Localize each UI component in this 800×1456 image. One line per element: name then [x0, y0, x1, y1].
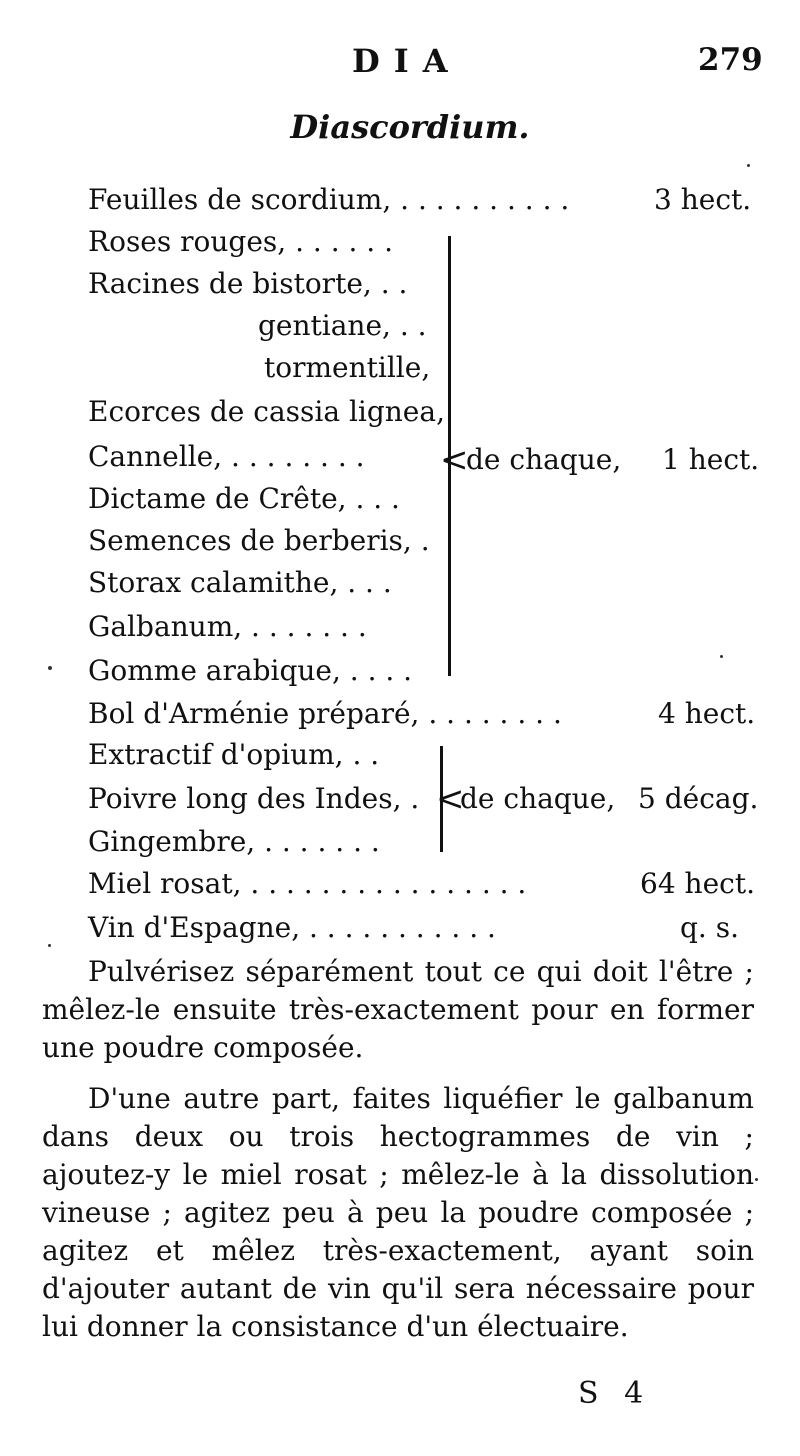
ingredient-line: Cannelle, . . . . . . . . — [88, 440, 365, 473]
instruction-paragraph: D'une autre part, faites liquéfier le galbanum dans deux ou trois hectogrammes de vin ; ajoutez-y le miel rosat ; mêlez-le à la dissolution vineuse ; agitez peu à peu la poudre composée ; agitez et mêlez très-exactement, ayant soin d'ajouter autant de vin qu'il sera nécessaire pour lui donner la consistance d'un électuaire. — [42, 1082, 754, 1343]
ingredient-line: tormentille, — [264, 351, 431, 384]
ingredient-line: gentiane, . . — [258, 309, 427, 342]
group-label: de chaque, — [466, 443, 622, 476]
ink-speck — [747, 164, 750, 167]
brace-point: < — [436, 779, 465, 819]
ingredient-line: Bol d'Arménie préparé, . . . . . . . . — [88, 697, 562, 730]
ingredient-line: Miel rosat, . . . . . . . . . . . . . . . . — [88, 867, 527, 900]
ingredient-quantity: 3 hect. — [654, 183, 752, 216]
ingredient-line: Feuilles de scordium, . . . . . . . . . . — [88, 183, 570, 216]
ingredient-line: Gingembre, . . . . . . . — [88, 825, 380, 858]
ink-speck — [755, 1178, 758, 1181]
ingredient-quantity: 64 hect. — [640, 867, 755, 900]
ink-speck — [720, 655, 723, 658]
ingredient-line: Poivre long des Indes, . — [88, 782, 420, 815]
ingredient-quantity: q. s. — [680, 911, 739, 944]
ink-speck — [48, 944, 51, 947]
ingredient-line: Extractif d'opium, . . — [88, 738, 380, 771]
ink-speck — [48, 666, 52, 670]
ingredient-line: Dictame de Crête, . . . — [88, 482, 400, 515]
ingredient-line: Storax calamithe, . . . — [88, 566, 392, 599]
ingredient-line: Ecorces de cassia lignea, — [88, 395, 445, 428]
ingredient-line: Gomme arabique, . . . . — [88, 654, 413, 687]
ingredient-line: Semences de berberis, . — [88, 524, 430, 557]
running-head: DIA — [352, 42, 462, 80]
ingredient-line: Vin d'Espagne, . . . . . . . . . . . — [88, 911, 496, 944]
recipe-title: Diascordium. — [290, 108, 530, 146]
instruction-paragraph: Pulvérisez séparément tout ce qui doit l'être ; mêlez-le ensuite très-exactement pour en former une poudre composée. — [42, 955, 754, 1064]
ingredient-line: Roses rouges, . . . . . . — [88, 225, 393, 258]
page-number: 279 — [698, 42, 763, 78]
signature-mark: S 4 — [578, 1376, 652, 1411]
ingredient-quantity: 4 hect. — [658, 697, 756, 730]
group-quantity: 1 hect. — [662, 443, 760, 476]
brace-point: < — [440, 440, 469, 480]
group-label: de chaque, — [460, 782, 616, 815]
ingredient-line: Racines de bistorte, . . — [88, 267, 408, 300]
ingredient-line: Galbanum, . . . . . . . — [88, 610, 367, 643]
group-quantity: 5 décag. — [638, 782, 759, 815]
